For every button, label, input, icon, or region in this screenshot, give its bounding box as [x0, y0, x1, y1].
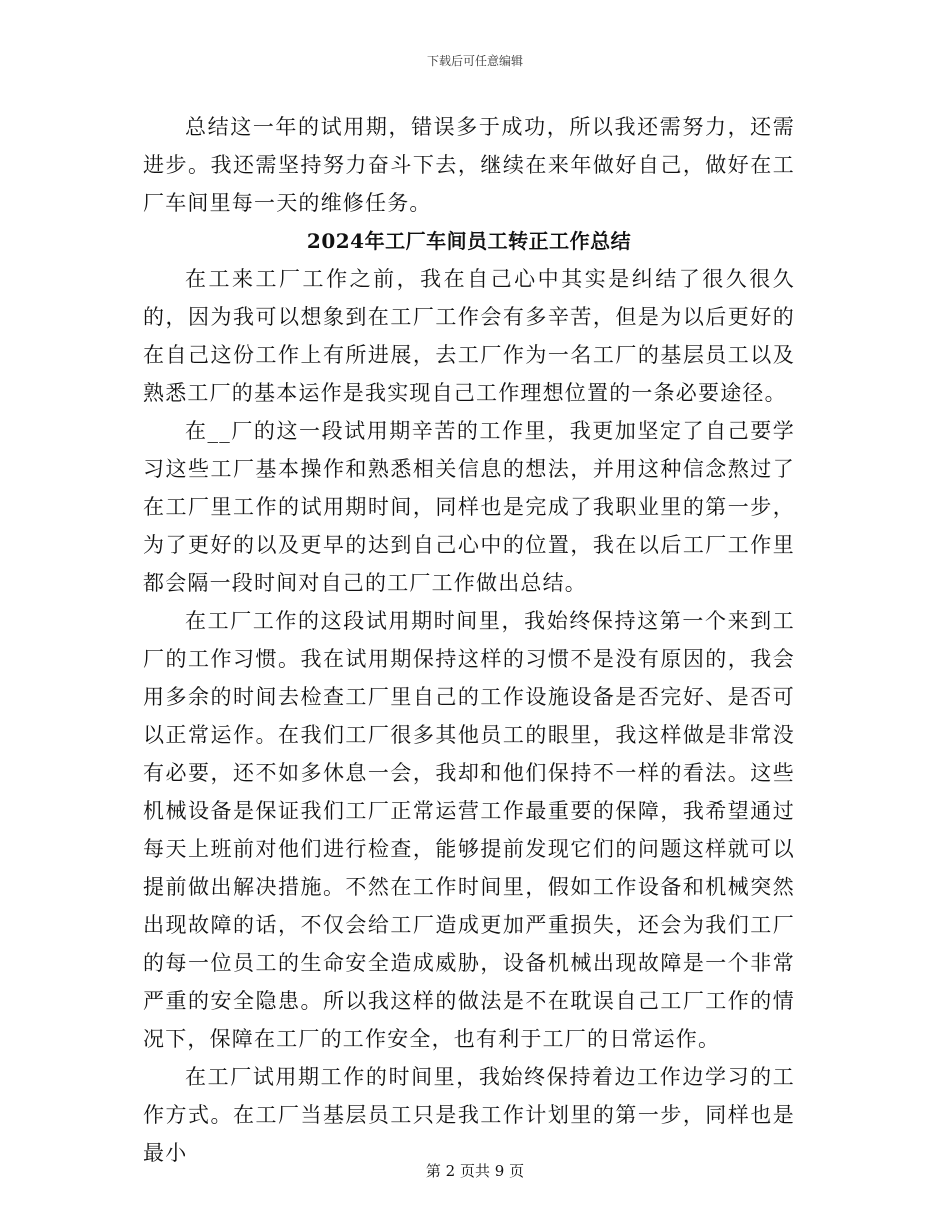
body-paragraph: 在工厂试用期工作的时间里，我始终保持着边工作边学习的工作方式。在工厂当基层员工只是我工作计划里的第一步，同样也是最小 [143, 1065, 795, 1165]
body-paragraph: 在__厂的这一段试用期辛苦的工作里，我更加坚定了自己要学习这些工厂基本操作和熟悉相关信息的想法，并用这种信念熬过了在工厂里工作的试用期时间，同样也是完成了我职业里的第一步，为了更好的以及更早的达到自己心中的位置，我在以后工厂工作里都会隔一段时间对自己的工厂工作做出总结。 [143, 419, 795, 595]
page-header: 下载后可任意编辑 [426, 54, 523, 68]
intro-paragraph: 总结这一年的试用期，错误多于成功，所以我还需努力，还需进步。我还需坚持努力奋斗下去，继续在来年做好自己，做好在工厂车间里每一天的维修任务。 [143, 115, 795, 215]
body-paragraph: 在工厂工作的这段试用期时间里，我始终保持这第一个来到工厂的工作习惯。我在试用期保持这样的习惯不是没有原因的，我会用多余的时间去检查工厂里自己的工作设施设备是否完好、是否可以正常运作。在我们工厂很多其他员工的眼里，我这样做是非常没有必要，还不如多休息一会，我却和他们保持不一样的看法。这些机械设备是保证我们工厂正常运营工作最重要的保障，我希望通过每天上班前对他们进行检查，能够提前发现它们的问题这样就可以提前做出解决措施。不然在工作时间里，假如工作设备和机械突然出现故障的话，不仅会给工厂造成更加严重损失，还会为我们工厂的每一位员工的生命安全造成威胁，设备机械出现故障是一个非常严重的安全隐患。所以我这样的做法是不在耽误自己工厂工作的情况下，保障在工厂的工作安全，也有利于工厂的日常运作。 [143, 609, 795, 1051]
page-number: 第 2 页共 9 页 [425, 1162, 525, 1180]
document-title: 2024年工厂车间员工转正工作总结 [306, 229, 632, 253]
document-body [143, 108, 795, 1172]
body-paragraph: 在工来工厂工作之前，我在自己心中其实是纠结了很久很久的，因为我可以想象到在工厂工作会有多辛苦，但是为以后更好的在自己这份工作上有所进展，去工厂作为一名工厂的基层员工以及熟悉工厂的基本运作是我实现自己工作理想位置的一条必要途径。 [143, 267, 795, 405]
